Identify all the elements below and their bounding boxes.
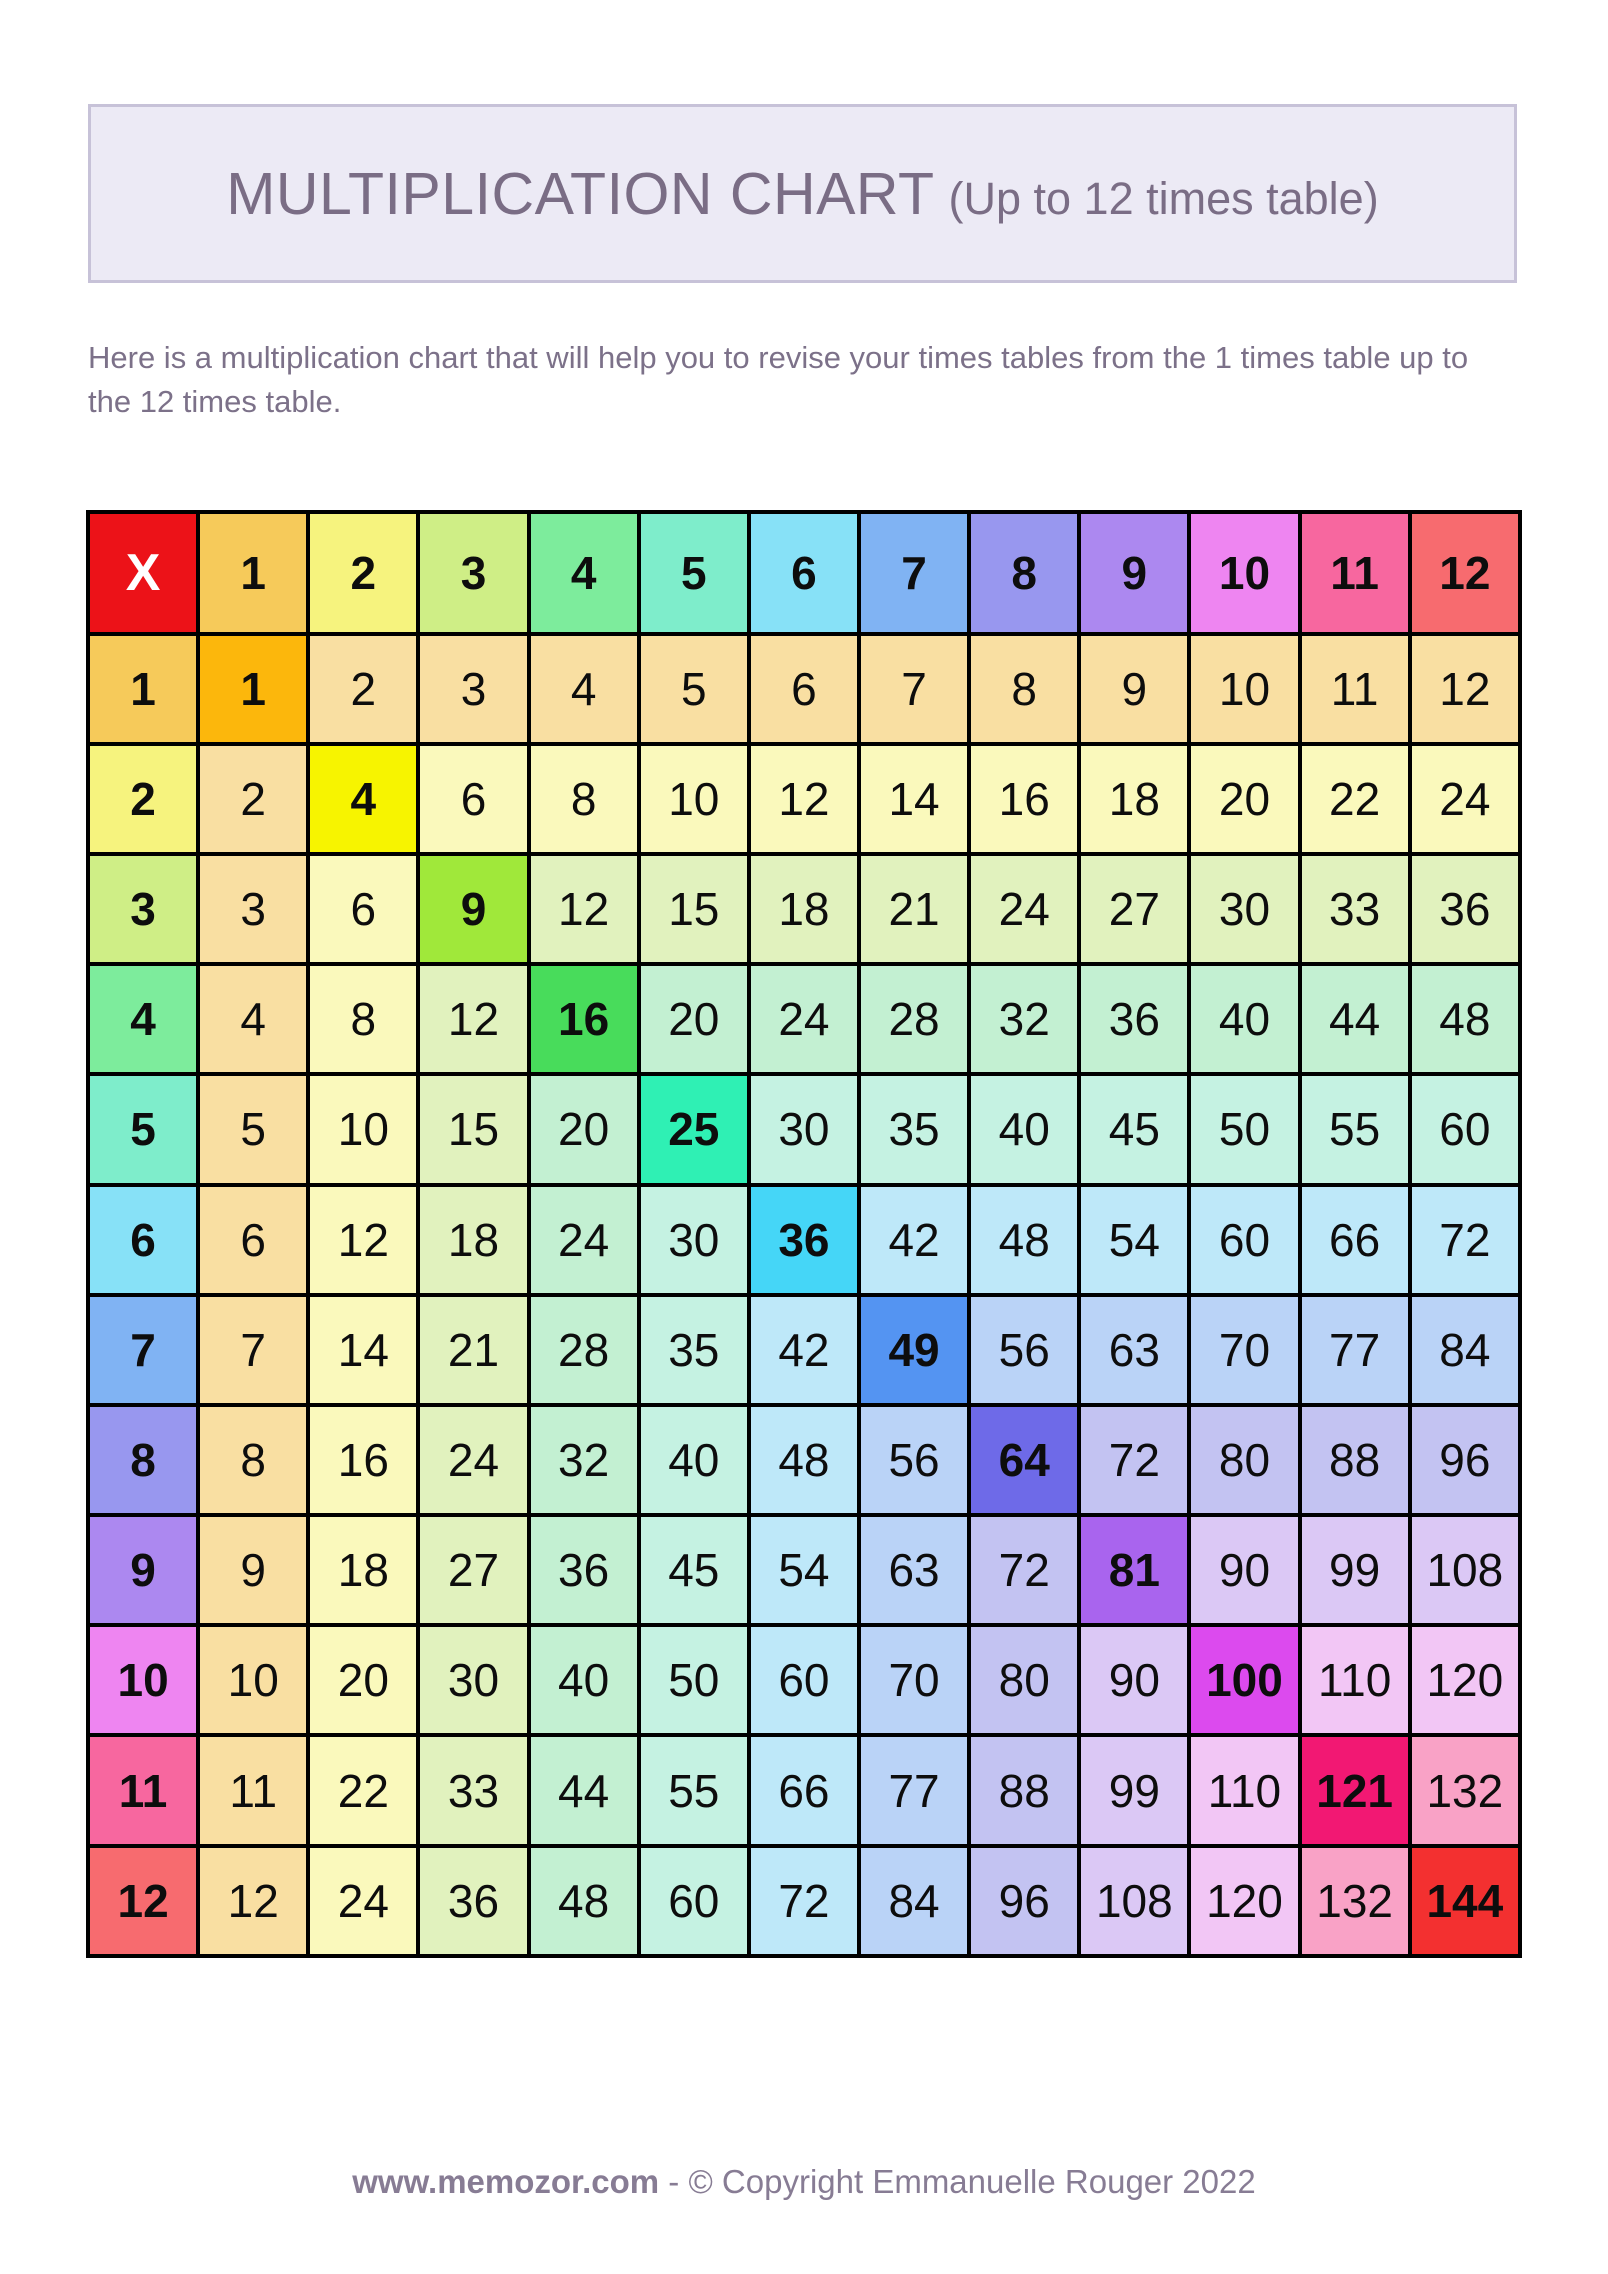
cell-5x10: 50 — [1189, 1074, 1299, 1184]
cell-8x12: 96 — [1410, 1405, 1520, 1515]
cell-10x5: 50 — [639, 1625, 749, 1735]
cell-6x5: 30 — [639, 1185, 749, 1295]
cell-6x10: 60 — [1189, 1185, 1299, 1295]
cell-11x8: 88 — [969, 1735, 1079, 1845]
cell-4x8: 32 — [969, 964, 1079, 1074]
cell-5x11: 55 — [1300, 1074, 1410, 1184]
cell-5x3: 15 — [418, 1074, 528, 1184]
cell-4x4: 16 — [529, 964, 639, 1074]
cell-12x5: 60 — [639, 1846, 749, 1956]
cell-1x2: 2 — [308, 634, 418, 744]
cell-3x10: 30 — [1189, 854, 1299, 964]
cell-4x6: 24 — [749, 964, 859, 1074]
row-header-6: 6 — [88, 1185, 198, 1295]
cell-2x5: 10 — [639, 744, 749, 854]
cell-10x9: 90 — [1079, 1625, 1189, 1735]
row-header-9: 9 — [88, 1515, 198, 1625]
cell-1x8: 8 — [969, 634, 1079, 744]
column-header-8: 8 — [969, 512, 1079, 634]
cell-6x4: 24 — [529, 1185, 639, 1295]
cell-11x4: 44 — [529, 1735, 639, 1845]
column-header-11: 11 — [1300, 512, 1410, 634]
cell-9x7: 63 — [859, 1515, 969, 1625]
cell-11x1: 11 — [198, 1735, 308, 1845]
cell-11x12: 132 — [1410, 1735, 1520, 1845]
table-row-5 — [88, 1074, 1520, 1184]
cell-1x4: 4 — [529, 634, 639, 744]
cell-8x5: 40 — [639, 1405, 749, 1515]
corner-cell: X — [88, 512, 198, 634]
cell-10x11: 110 — [1300, 1625, 1410, 1735]
cell-9x12: 108 — [1410, 1515, 1520, 1625]
cell-7x7: 49 — [859, 1295, 969, 1405]
row-header-10: 10 — [88, 1625, 198, 1735]
cell-1x3: 3 — [418, 634, 528, 744]
cell-1x7: 7 — [859, 634, 969, 744]
cell-9x5: 45 — [639, 1515, 749, 1625]
cell-3x4: 12 — [529, 854, 639, 964]
cell-7x6: 42 — [749, 1295, 859, 1405]
footer-separator: - — [659, 2163, 689, 2200]
cell-3x1: 3 — [198, 854, 308, 964]
cell-5x8: 40 — [969, 1074, 1079, 1184]
column-header-1: 1 — [198, 512, 308, 634]
cell-3x5: 15 — [639, 854, 749, 964]
cell-10x3: 30 — [418, 1625, 528, 1735]
cell-4x5: 20 — [639, 964, 749, 1074]
cell-2x8: 16 — [969, 744, 1079, 854]
cell-8x1: 8 — [198, 1405, 308, 1515]
title-box — [88, 104, 1517, 283]
cell-10x2: 20 — [308, 1625, 418, 1735]
table-row-3 — [88, 854, 1520, 964]
cell-4x12: 48 — [1410, 964, 1520, 1074]
table-row-7 — [88, 1295, 1520, 1405]
cell-4x11: 44 — [1300, 964, 1410, 1074]
row-header-7: 7 — [88, 1295, 198, 1405]
cell-5x4: 20 — [529, 1074, 639, 1184]
cell-6x6: 36 — [749, 1185, 859, 1295]
column-header-12: 12 — [1410, 512, 1520, 634]
cell-10x4: 40 — [529, 1625, 639, 1735]
cell-7x2: 14 — [308, 1295, 418, 1405]
column-header-2: 2 — [308, 512, 418, 634]
footer-website: www.memozor.com — [352, 2163, 660, 2200]
cell-6x11: 66 — [1300, 1185, 1410, 1295]
cell-5x12: 60 — [1410, 1074, 1520, 1184]
cell-6x12: 72 — [1410, 1185, 1520, 1295]
cell-8x7: 56 — [859, 1405, 969, 1515]
row-header-4: 4 — [88, 964, 198, 1074]
cell-4x1: 4 — [198, 964, 308, 1074]
page-title-sub: (Up to 12 times table) — [948, 172, 1379, 224]
table-row-4 — [88, 964, 1520, 1074]
cell-1x9: 9 — [1079, 634, 1189, 744]
cell-7x5: 35 — [639, 1295, 749, 1405]
cell-5x5: 25 — [639, 1074, 749, 1184]
cell-8x2: 16 — [308, 1405, 418, 1515]
cell-12x3: 36 — [418, 1846, 528, 1956]
cell-10x8: 80 — [969, 1625, 1079, 1735]
cell-4x3: 12 — [418, 964, 528, 1074]
cell-6x8: 48 — [969, 1185, 1079, 1295]
cell-1x5: 5 — [639, 634, 749, 744]
row-header-8: 8 — [88, 1405, 198, 1515]
column-header-7: 7 — [859, 512, 969, 634]
cell-8x10: 80 — [1189, 1405, 1299, 1515]
cell-2x6: 12 — [749, 744, 859, 854]
cell-6x3: 18 — [418, 1185, 528, 1295]
cell-12x4: 48 — [529, 1846, 639, 1956]
column-header-4: 4 — [529, 512, 639, 634]
cell-10x6: 60 — [749, 1625, 859, 1735]
cell-5x2: 10 — [308, 1074, 418, 1184]
cell-11x9: 99 — [1079, 1735, 1189, 1845]
column-header-5: 5 — [639, 512, 749, 634]
cell-8x11: 88 — [1300, 1405, 1410, 1515]
cell-11x7: 77 — [859, 1735, 969, 1845]
cell-12x10: 120 — [1189, 1846, 1299, 1956]
cell-7x11: 77 — [1300, 1295, 1410, 1405]
cell-9x11: 99 — [1300, 1515, 1410, 1625]
column-header-3: 3 — [418, 512, 528, 634]
cell-7x1: 7 — [198, 1295, 308, 1405]
cell-1x10: 10 — [1189, 634, 1299, 744]
cell-4x10: 40 — [1189, 964, 1299, 1074]
cell-11x10: 110 — [1189, 1735, 1299, 1845]
cell-8x6: 48 — [749, 1405, 859, 1515]
cell-11x6: 66 — [749, 1735, 859, 1845]
footer — [0, 2163, 1608, 2201]
cell-12x1: 12 — [198, 1846, 308, 1956]
row-header-3: 3 — [88, 854, 198, 964]
cell-2x9: 18 — [1079, 744, 1189, 854]
cell-12x2: 24 — [308, 1846, 418, 1956]
row-header-12: 12 — [88, 1846, 198, 1956]
cell-2x10: 20 — [1189, 744, 1299, 854]
cell-2x3: 6 — [418, 744, 528, 854]
cell-5x1: 5 — [198, 1074, 308, 1184]
cell-6x2: 12 — [308, 1185, 418, 1295]
cell-7x4: 28 — [529, 1295, 639, 1405]
row-header-1: 1 — [88, 634, 198, 744]
cell-2x1: 2 — [198, 744, 308, 854]
cell-8x8: 64 — [969, 1405, 1079, 1515]
cell-1x1: 1 — [198, 634, 308, 744]
table-row-11 — [88, 1735, 1520, 1845]
cell-11x5: 55 — [639, 1735, 749, 1845]
cell-10x12: 120 — [1410, 1625, 1520, 1735]
cell-5x9: 45 — [1079, 1074, 1189, 1184]
cell-9x6: 54 — [749, 1515, 859, 1625]
table-row-10 — [88, 1625, 1520, 1735]
cell-7x3: 21 — [418, 1295, 528, 1405]
table-row-2 — [88, 744, 1520, 854]
cell-2x4: 8 — [529, 744, 639, 854]
cell-12x6: 72 — [749, 1846, 859, 1956]
cell-9x4: 36 — [529, 1515, 639, 1625]
cell-9x2: 18 — [308, 1515, 418, 1625]
row-header-2: 2 — [88, 744, 198, 854]
cell-1x6: 6 — [749, 634, 859, 744]
table-row-12 — [88, 1846, 1520, 1956]
footer-copyright: © Copyright Emmanuelle Rouger 2022 — [688, 2163, 1256, 2200]
cell-5x6: 30 — [749, 1074, 859, 1184]
cell-7x8: 56 — [969, 1295, 1079, 1405]
cell-10x7: 70 — [859, 1625, 969, 1735]
cell-3x8: 24 — [969, 854, 1079, 964]
cell-2x11: 22 — [1300, 744, 1410, 854]
cell-6x7: 42 — [859, 1185, 969, 1295]
cell-10x1: 10 — [198, 1625, 308, 1735]
cell-9x8: 72 — [969, 1515, 1079, 1625]
cell-4x9: 36 — [1079, 964, 1189, 1074]
cell-3x7: 21 — [859, 854, 969, 964]
multiplication-table — [86, 510, 1522, 1958]
cell-9x1: 9 — [198, 1515, 308, 1625]
cell-9x3: 27 — [418, 1515, 528, 1625]
cell-3x12: 36 — [1410, 854, 1520, 964]
cell-12x8: 96 — [969, 1846, 1079, 1956]
cell-3x6: 18 — [749, 854, 859, 964]
column-header-9: 9 — [1079, 512, 1189, 634]
cell-5x7: 35 — [859, 1074, 969, 1184]
table-row-1 — [88, 634, 1520, 744]
header-row — [88, 512, 1520, 634]
cell-11x2: 22 — [308, 1735, 418, 1845]
cell-4x7: 28 — [859, 964, 969, 1074]
cell-8x9: 72 — [1079, 1405, 1189, 1515]
cell-12x12: 144 — [1410, 1846, 1520, 1956]
cell-7x12: 84 — [1410, 1295, 1520, 1405]
cell-2x7: 14 — [859, 744, 969, 854]
column-header-10: 10 — [1189, 512, 1299, 634]
page-title — [226, 160, 1378, 228]
cell-3x3: 9 — [418, 854, 528, 964]
cell-3x11: 33 — [1300, 854, 1410, 964]
cell-6x9: 54 — [1079, 1185, 1189, 1295]
row-header-11: 11 — [88, 1735, 198, 1845]
table-row-8 — [88, 1405, 1520, 1515]
cell-12x11: 132 — [1300, 1846, 1410, 1956]
cell-7x9: 63 — [1079, 1295, 1189, 1405]
cell-8x3: 24 — [418, 1405, 528, 1515]
cell-8x4: 32 — [529, 1405, 639, 1515]
cell-12x7: 84 — [859, 1846, 969, 1956]
row-header-5: 5 — [88, 1074, 198, 1184]
cell-3x9: 27 — [1079, 854, 1189, 964]
cell-12x9: 108 — [1079, 1846, 1189, 1956]
cell-2x12: 24 — [1410, 744, 1520, 854]
cell-11x3: 33 — [418, 1735, 528, 1845]
cell-1x12: 12 — [1410, 634, 1520, 744]
cell-1x11: 11 — [1300, 634, 1410, 744]
cell-9x10: 90 — [1189, 1515, 1299, 1625]
cell-2x2: 4 — [308, 744, 418, 854]
table-row-6 — [88, 1185, 1520, 1295]
column-header-6: 6 — [749, 512, 859, 634]
cell-7x10: 70 — [1189, 1295, 1299, 1405]
cell-11x11: 121 — [1300, 1735, 1410, 1845]
cell-3x2: 6 — [308, 854, 418, 964]
page-title-main: MULTIPLICATION CHART — [226, 160, 935, 227]
cell-6x1: 6 — [198, 1185, 308, 1295]
intro-paragraph: Here is a multiplication chart that will help you to revise your times tables from the 1 times table up to the 12 times table. — [88, 340, 1469, 420]
cell-4x2: 8 — [308, 964, 418, 1074]
cell-9x9: 81 — [1079, 1515, 1189, 1625]
cell-10x10: 100 — [1189, 1625, 1299, 1735]
table-row-9 — [88, 1515, 1520, 1625]
